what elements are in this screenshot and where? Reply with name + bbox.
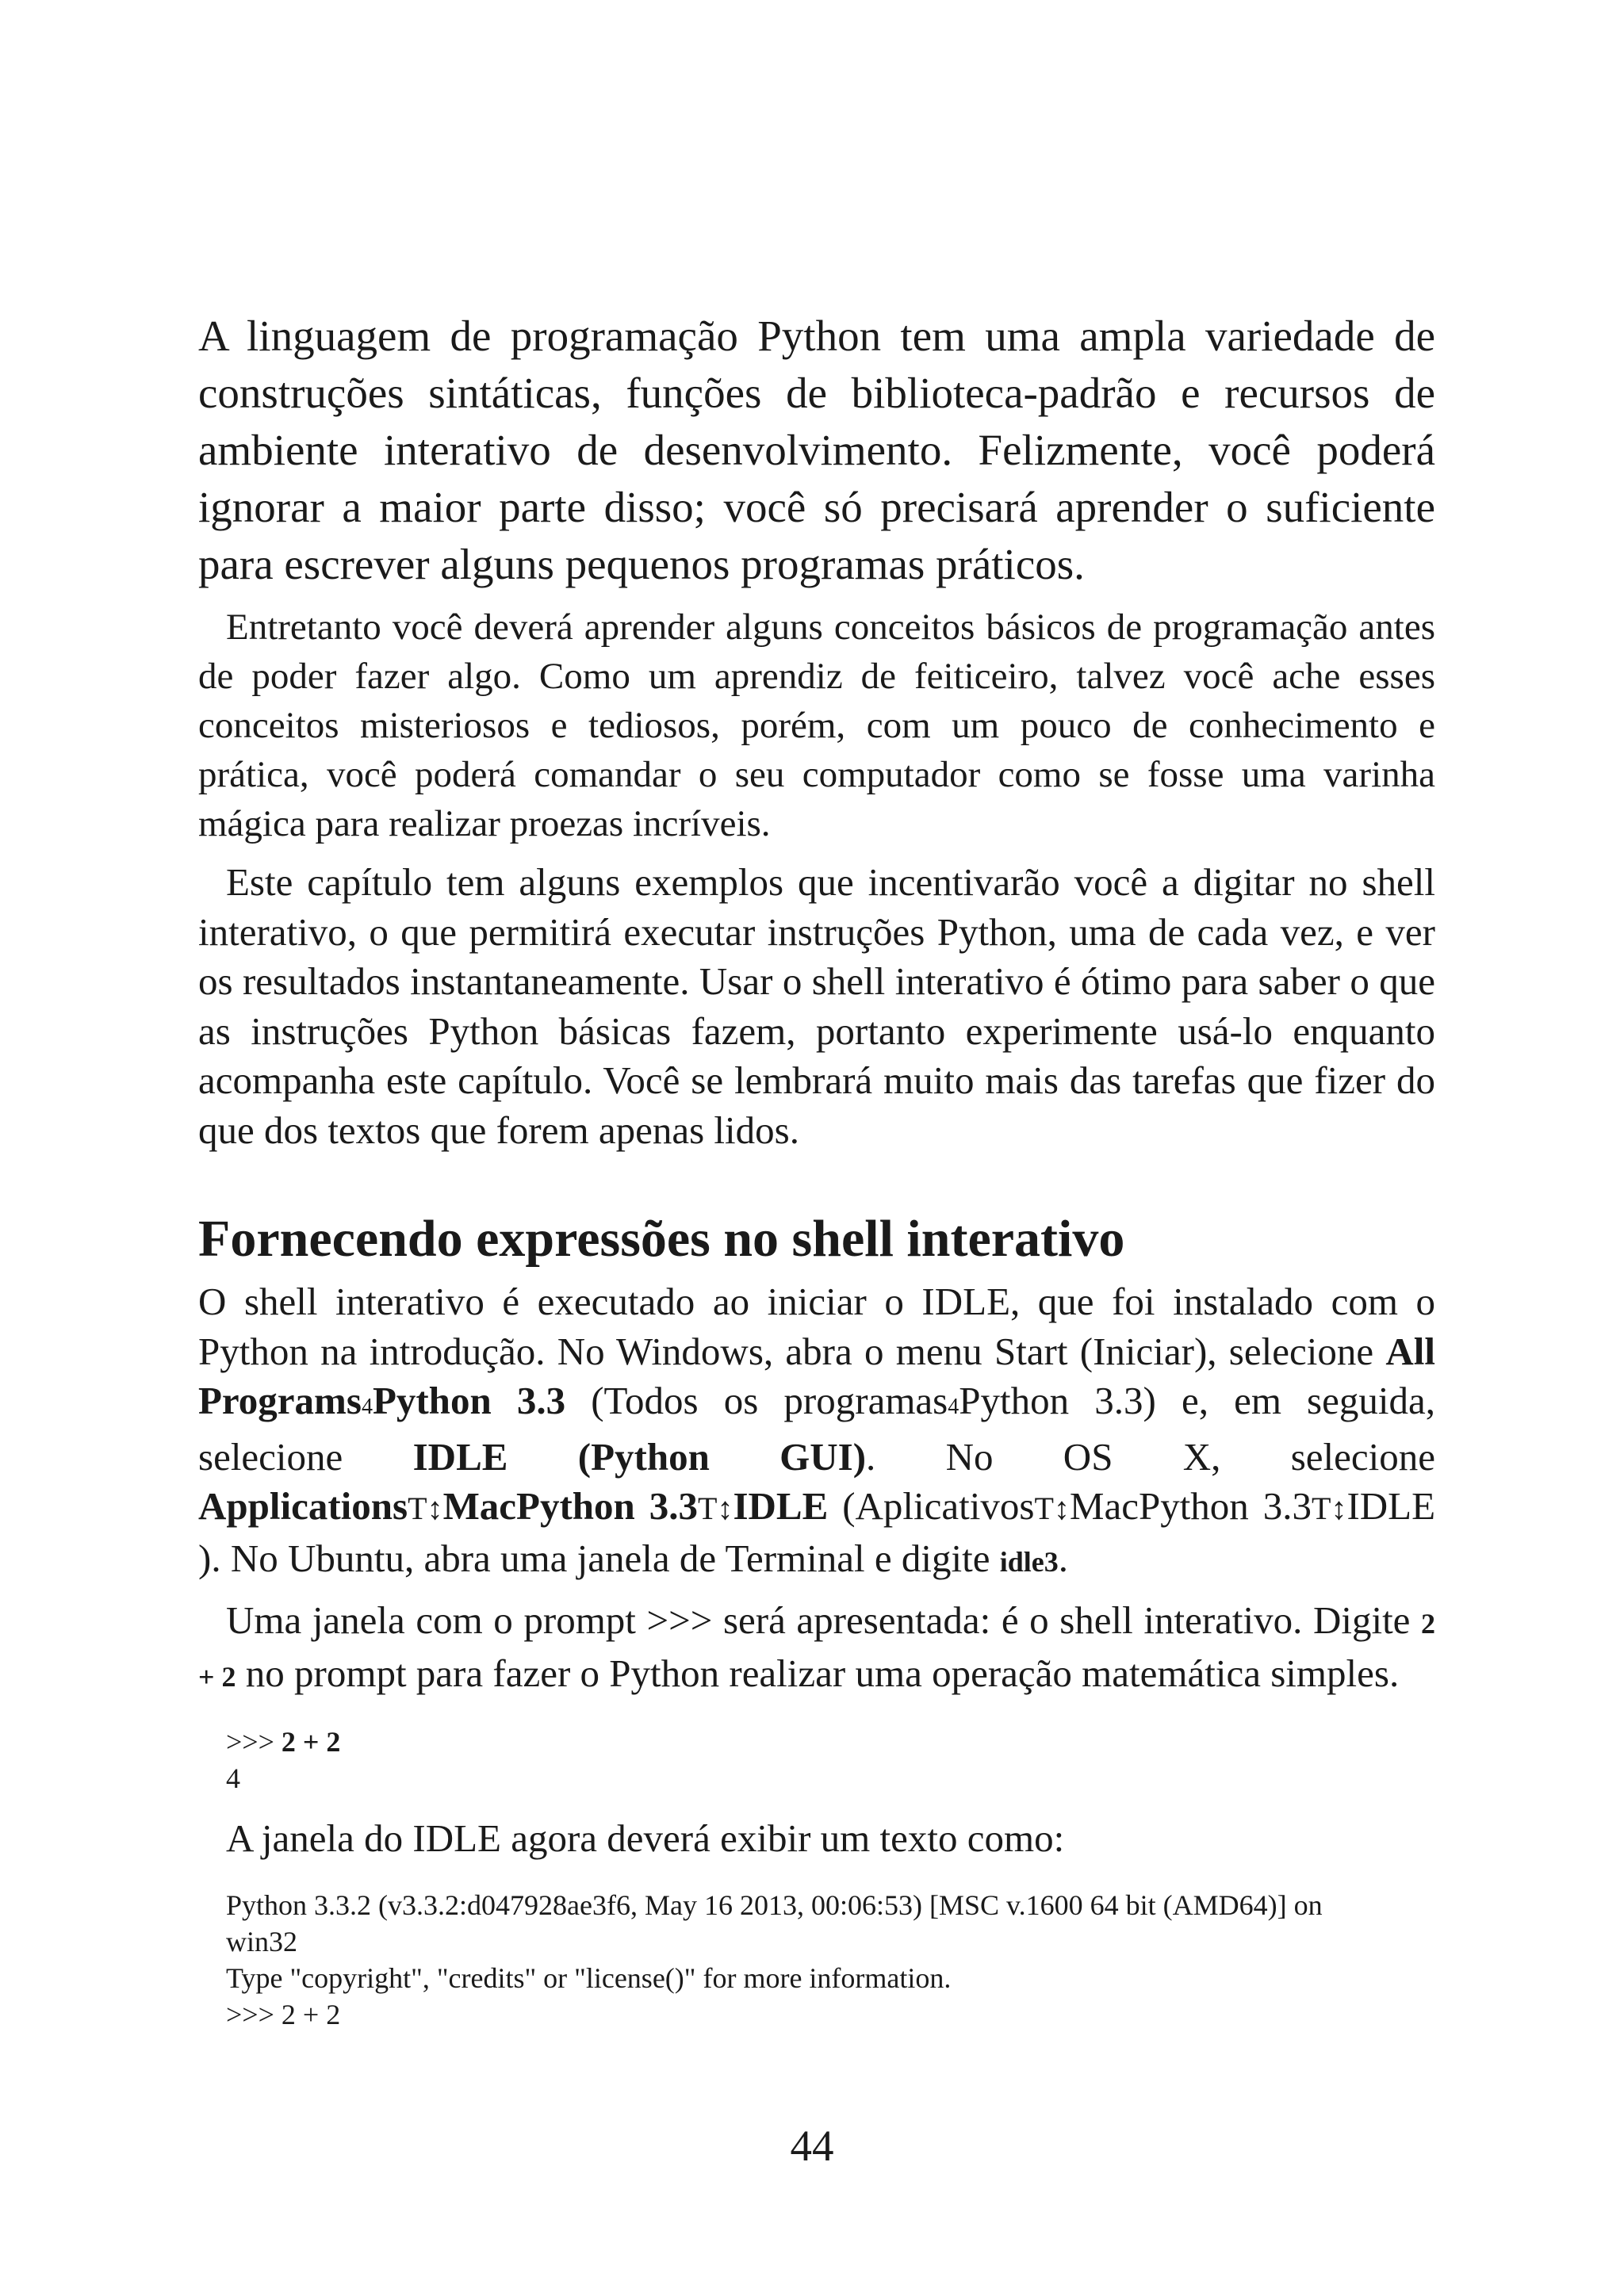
code-line: win32	[226, 1926, 297, 1957]
code-input: 2 + 2	[281, 1726, 341, 1758]
section-paragraph-1	[198, 1277, 1435, 1586]
code-example-2	[226, 1887, 1435, 2033]
prompt: >>>	[226, 1726, 282, 1758]
text: O shell interativo é executado ao iniciar o IDLE, que foi instalado com o Python na introdução. No Windows, abra o menu Start (Iniciar), selecione	[198, 1280, 1435, 1373]
text: Uma janela com o prompt >>> será apresentada: é o shell interativo. Digite	[226, 1598, 1421, 1642]
text: IDLE ). No Ubuntu, abra uma janela de Terminal e digite	[198, 1484, 1436, 1580]
inline-code-2-plus-2: 2 + 2	[198, 1608, 1435, 1693]
intro-paragraph-1: A linguagem de programação Python tem uma ampla variedade de construções sintáticas, funções de biblioteca-padrão e recursos de ambiente interativo de desenvolvimento. Felizmente, você poderá ignorar a maior parte disso; você só precisará aprender o suficiente para escrever alguns pequenos programas práticos.	[198, 312, 1435, 588]
text: .	[1058, 1536, 1068, 1580]
menu-separator-glyph: T↕	[1312, 1490, 1347, 1526]
menu-all-programs: All Programs	[198, 1329, 1435, 1422]
code-line: >>> 2 + 2	[226, 1999, 341, 2030]
code-line: Python 3.3.2 (v3.3.2:d047928ae3f6, May 16 2013, 00:06:53) [MSC v.1600 64 bit (AMD64)] on	[226, 1889, 1323, 1921]
code-example-1	[226, 1724, 1435, 1797]
text: (Todos os programas	[565, 1379, 948, 1422]
page-number: 44	[790, 2122, 834, 2170]
code-line: 4	[226, 1762, 240, 1794]
section-heading: Fornecendo expressões no shell interativo	[198, 1210, 1125, 1268]
section-paragraph-2	[198, 1596, 1435, 1701]
menu-idle-python-gui: IDLE (Python GUI)	[412, 1434, 867, 1479]
menu-separator-glyph: T↕	[698, 1490, 733, 1526]
code-line: Type "copyright", "credits" or "license()" for more information.	[226, 1962, 952, 1994]
text: (Aplicativos	[828, 1484, 1035, 1528]
menu-separator-glyph: T↕	[1034, 1490, 1070, 1526]
section-body	[198, 1277, 1435, 1701]
menu-applications: Applications	[198, 1484, 408, 1528]
menu-separator-glyph: T↕	[408, 1490, 443, 1526]
intro-paragraph-3: Este capítulo tem alguns exemplos que incentivarão você a digitar no shell interativo, o que permitirá executar instruções Python, uma de cada vez, e ver os resultados instantaneamente. Usar o shell interativo é ótimo para saber o que as instruções Python básicas fazem, portanto experimente usá-lo enquanto acompanha este capítulo. Você se lembrará muito mais das tarefas que fizer do que dos textos que forem apenas lidos.	[198, 860, 1435, 1152]
text: no prompt para fazer o Python realizar uma operação matemática simples.	[236, 1651, 1400, 1695]
menu-arrow-glyph: 4	[361, 1395, 373, 1419]
text: Python 3.3) e, em seguida, selecione	[198, 1379, 1435, 1479]
page-content	[198, 308, 1435, 2033]
text: MacPython 3.3	[1069, 1484, 1312, 1528]
inline-code-idle3: idle3	[999, 1545, 1059, 1578]
text: . No OS X, selecione	[866, 1434, 1435, 1479]
menu-idle: IDLE	[733, 1484, 829, 1528]
menu-macpython-33: MacPython 3.3	[442, 1484, 698, 1528]
intro-paragraph-2: Entretanto você deverá aprender alguns conceitos básicos de programação antes de poder fazer algo. Como um aprendiz de feiticeiro, talvez você ache esses conceitos misteriosos e tediosos, porém, com um pouco de conhecimento e prática, você poderá comandar o seu computador como se fosse uma varinha mágica para realizar proezas incríveis.	[198, 607, 1435, 844]
menu-python-33: Python 3.3	[372, 1379, 566, 1422]
code-caption: A janela do IDLE agora deverá exibir um texto como:	[226, 1816, 1065, 1860]
menu-arrow-glyph: 4	[948, 1395, 959, 1419]
code-line	[226, 1724, 1435, 1760]
